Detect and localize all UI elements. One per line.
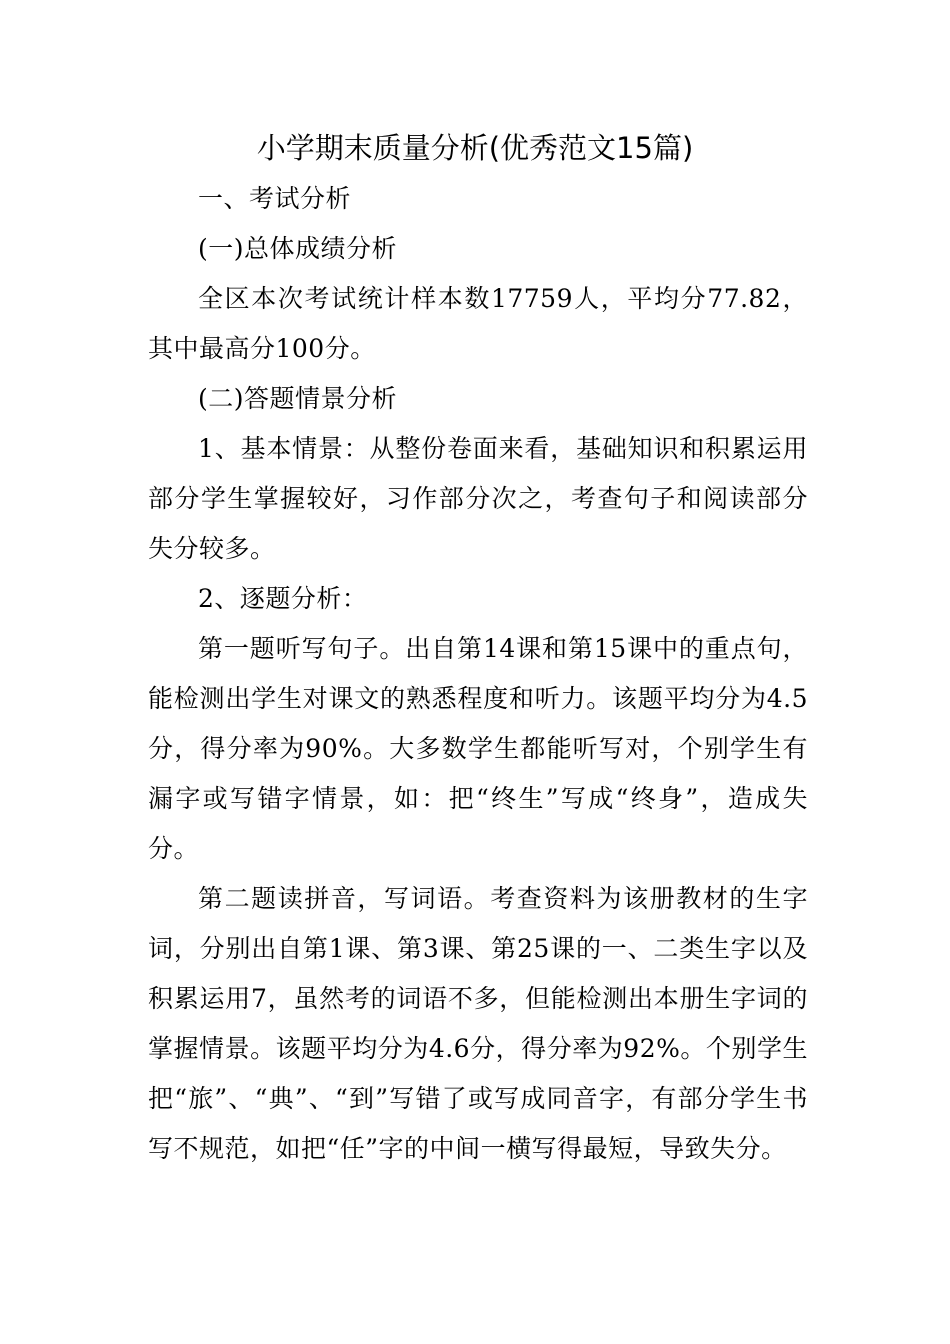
subsection-heading: (二)答题情景分析 [198,384,398,413]
paragraph: 2、逐题分析： [198,584,368,613]
section-heading: 一、考试分析 [198,184,352,213]
paragraph: 第二题读拼音，写词语。考查资料为该册教材的生字词，分别出自第1课、第3课、第25课的一、二类生字以及积累运用7，虽然考的词语不多，但能检测出本册生字词的掌握情景。该题平均分为4.6分，得分率为92%。个别学生把“旅”、“典”、“到”写错了或写成同音字，有部分学生书写不规范，如把“任”字的中间一横写得最短，导致失分。 [148,884,808,1163]
paragraph: 1、基本情景：从整份卷面来看，基础知识和积累运用部分学生掌握较好，习作部分次之，考查句子和阅读部分失分较多。 [148,434,808,563]
paragraph: 全区本次考试统计样本数17759人，平均分77.82，其中最高分100分。 [148,284,808,363]
document-title: 小学期末质量分析(优秀范文15篇) [256,131,694,165]
paragraph: 第一题听写句子。出自第14课和第15课中的重点句，能检测出学生对课文的熟悉程度和听力。该题平均分为4.5分，得分率为90%。大多数学生都能听写对，个别学生有漏字或写错字情景，如：把“终生”写成“终身”，造成失分。 [148,634,808,863]
subsection-heading: (一)总体成绩分析 [198,234,398,263]
document-body [148,174,808,1174]
